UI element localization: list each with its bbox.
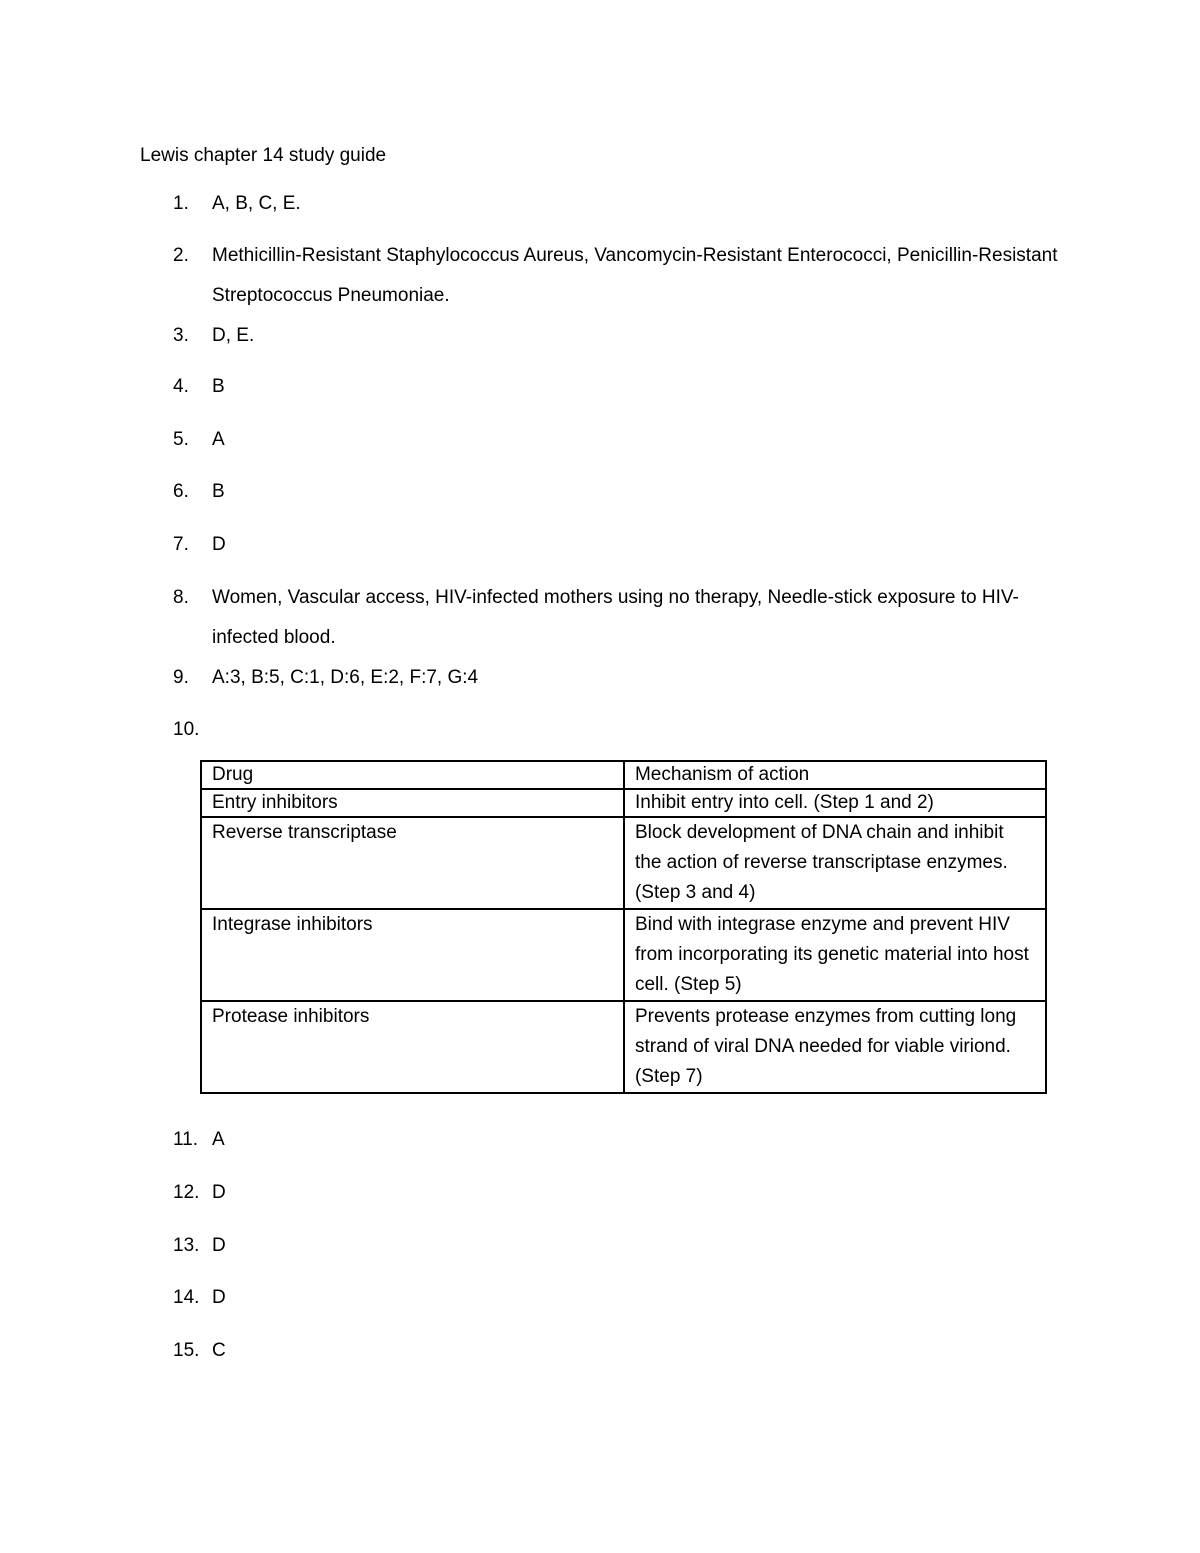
answer-number: 13. (173, 1235, 200, 1256)
answer-number: 6. (173, 481, 189, 502)
answer-number: 14. (173, 1287, 200, 1308)
table-row (201, 909, 1046, 1001)
answer-number: 1. (173, 193, 189, 214)
answer-text: D (212, 1182, 226, 1203)
answer-number: 7. (173, 534, 189, 555)
answer-number: 5. (173, 429, 189, 450)
answer-number: 8. (173, 587, 189, 608)
answer-number: 9. (173, 667, 189, 688)
answer-text: A (212, 429, 225, 450)
answer-number: 15. (173, 1340, 200, 1361)
table-cell-mechanism: Block development of DNA chain and inhibit the action of reverse transcriptase enzymes. (Step 3 and 4) (624, 817, 1046, 909)
answer-text: Women, Vascular access, HIV-infected mothers using no therapy, Needle-stick exposure to HIV-infected blood. (212, 587, 1019, 648)
table-row (201, 817, 1046, 909)
answer-text: D (212, 1235, 226, 1256)
table-cell-drug: Entry inhibitors (201, 789, 624, 817)
answer-number: 3. (173, 325, 189, 346)
document-title: Lewis chapter 14 study guide (140, 145, 387, 166)
table-cell-mechanism: Bind with integrase enzyme and prevent HIV from incorporating its genetic material into host cell. (Step 5) (624, 909, 1046, 1001)
answer-text: D (212, 1287, 226, 1308)
table-cell-drug: Protease inhibitors (201, 1001, 624, 1093)
table-header-cell: Drug (201, 761, 624, 789)
drug-mechanism-table (200, 760, 1047, 1094)
table-header-cell: Mechanism of action (624, 761, 1046, 789)
answer-text: C (212, 1340, 226, 1361)
answer-text: Methicillin-Resistant Staphylococcus Aureus, Vancomycin-Resistant Enterococci, Penicillin-Resistant Streptococcus Pneumoniae. (212, 245, 1058, 306)
answer-text: D (212, 534, 226, 555)
answer-text: A, B, C, E. (212, 193, 301, 214)
answer-number: 2. (173, 245, 189, 266)
answer-number: 10. (173, 719, 200, 740)
answer-text: D, E. (212, 325, 255, 346)
table-cell-mechanism: Inhibit entry into cell. (Step 1 and 2) (624, 789, 1046, 817)
table-row (201, 789, 1046, 817)
answer-text: B (212, 481, 225, 502)
table-cell-mechanism: Prevents protease enzymes from cutting long strand of viral DNA needed for viable viriond. (Step 7) (624, 1001, 1046, 1093)
table-row (201, 1001, 1046, 1093)
answer-text: A:3, B:5, C:1, D:6, E:2, F:7, G:4 (212, 667, 479, 688)
answer-number: 11. (173, 1129, 199, 1150)
table-cell-drug: Reverse transcriptase (201, 817, 624, 909)
table-header-row (201, 761, 1046, 789)
answer-text: A (212, 1129, 225, 1150)
answer-number: 12. (173, 1182, 200, 1203)
answer-number: 4. (173, 376, 189, 397)
table-cell-drug: Integrase inhibitors (201, 909, 624, 1001)
answer-text: B (212, 376, 225, 397)
